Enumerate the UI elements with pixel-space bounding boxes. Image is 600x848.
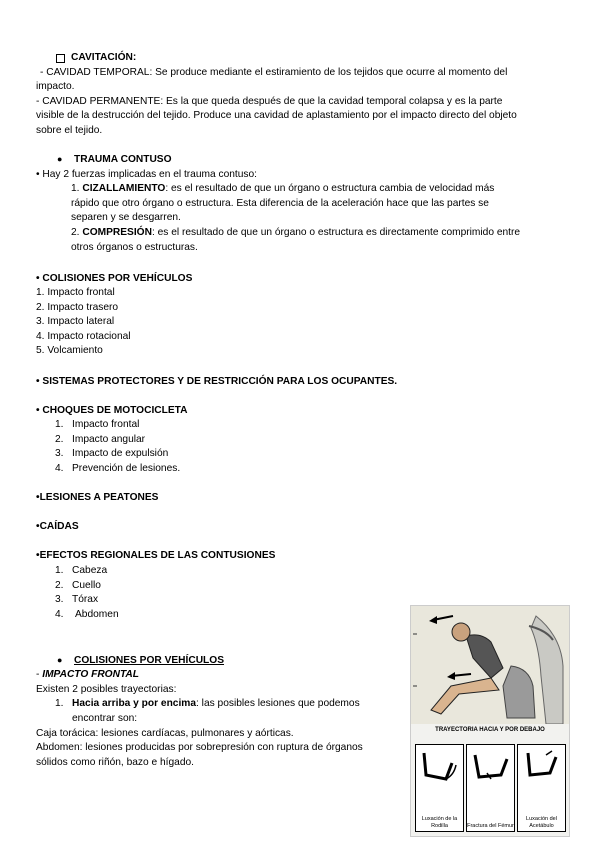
list-item: 4. Impacto rotacional xyxy=(36,331,131,342)
figure-caption: TRAYECTORIA HACIA Y POR DEBAJO xyxy=(435,727,545,733)
list-number: 1. xyxy=(55,419,64,430)
cavitacion-title: CAVITACIÓN: xyxy=(71,52,137,63)
abdomen-line-2: sólidos como riñón, bazo e hígado. xyxy=(36,757,195,768)
cavidad-permanente-line-2: visible de la destrucción del tejido. Produce una cavidad de aplastamiento por el impacto directo del objeto xyxy=(36,110,517,121)
colisiones2-title: COLISIONES POR VEHÍCULOS xyxy=(74,655,225,666)
list-item: Impacto angular xyxy=(72,434,146,445)
cizallamiento-term: CIZALLAMIENTO xyxy=(82,183,166,194)
caidas-title: •CAÍDAS xyxy=(36,521,79,532)
bullet-icon: ● xyxy=(57,154,63,164)
trayectoria-item-line-2: encontrar son: xyxy=(72,713,138,724)
trayectoria-item: Hacia arriba y por encima: las posibles lesiones que podemos xyxy=(72,698,360,709)
list-item: Cuello xyxy=(72,580,101,591)
cavidad-permanente-line: - CAVIDAD PERMANENTE: Es la que queda después de que la cavidad temporal colapsa y es la parte xyxy=(36,96,503,107)
list-item: Impacto de expulsión xyxy=(72,448,169,459)
abdomen-line: Abdomen: lesiones producidas por sobrepresión con ruptura de órganos xyxy=(36,742,363,753)
car-occupant-illustration xyxy=(411,606,569,724)
panel-rodilla xyxy=(415,744,464,832)
list-item: 2. Impacto trasero xyxy=(36,302,119,313)
list-number: 2. xyxy=(55,434,64,445)
list-number: 2. xyxy=(55,580,64,591)
trajectory-figure xyxy=(410,605,570,837)
impacto-frontal-subtitle: - IMPACTO FRONTAL xyxy=(36,669,140,680)
list-item: 1. Impacto frontal xyxy=(36,287,115,298)
peatones-title: •LESIONES A PEATONES xyxy=(36,492,159,503)
compresion-line: 2. COMPRESIÓN: es el resultado de que un órgano o estructura es directamente comprimido entre xyxy=(71,227,521,238)
bullet-icon: ● xyxy=(57,655,63,665)
panel-label: Luxación de la Rodilla xyxy=(421,816,458,829)
list-item: Impacto frontal xyxy=(72,419,140,430)
caja-toracica-line: Caja torácica: lesiones cardíacas, pulmonares y aórticas. xyxy=(36,728,294,739)
list-item: Tórax xyxy=(72,594,99,605)
trauma-intro: • Hay 2 fuerzas implicadas en el trauma contuso: xyxy=(36,169,258,180)
femur-icon xyxy=(467,745,514,805)
panel-label: Luxación del Acetábulo xyxy=(526,816,557,829)
list-number: 1. xyxy=(55,565,64,576)
panel-label: Fractura del Fémur xyxy=(467,822,514,829)
hip-icon xyxy=(518,745,565,805)
cizallamiento-line: 1. CIZALLAMIENTO: es el resultado de que un órgano o estructura cambia de velocidad más xyxy=(71,183,495,194)
compresion-line-2: otros órganos o estructuras. xyxy=(71,242,198,253)
cavidad-temporal-line-2: impacto. xyxy=(36,81,75,92)
panel-femur xyxy=(466,744,515,832)
trayectorias-intro: Existen 2 posibles trayectorias: xyxy=(36,684,177,695)
cizallamiento-line-3: separen y se desgarren. xyxy=(71,212,181,223)
compresion-term: COMPRESIÓN xyxy=(82,227,152,238)
knee-icon xyxy=(416,745,463,805)
crash-illustration xyxy=(411,606,569,724)
trauma-title: TRAUMA CONTUSO xyxy=(74,154,172,165)
list-item: Prevención de lesiones. xyxy=(72,463,181,474)
moto-title: • CHOQUES DE MOTOCICLETA xyxy=(36,405,188,416)
colisiones-title: • COLISIONES POR VEHÍCULOS xyxy=(36,273,193,284)
cizallamiento-line-2: rápido que otro órgano o estructura. Esta diferencia de la aceleración hace que las partes se xyxy=(71,198,489,209)
list-number: 1. xyxy=(55,698,64,709)
list-number: 3. xyxy=(55,448,64,459)
list-number: 4. xyxy=(55,609,64,620)
cavidad-temporal-line: - CAVIDAD TEMPORAL: Se produce mediante el estiramiento de los tejidos que ocurre al momento del xyxy=(40,67,508,78)
panel-acetabulo xyxy=(517,744,566,832)
list-number: 3. xyxy=(55,594,64,605)
sistemas-title: • SISTEMAS PROTECTORES Y DE RESTRICCIÓN PARA LOS OCUPANTES. xyxy=(36,376,398,387)
list-number: 4. xyxy=(55,463,64,474)
checkbox-icon xyxy=(56,54,65,63)
list-item: 3. Impacto lateral xyxy=(36,316,115,327)
efectos-title: •EFECTOS REGIONALES DE LAS CONTUSIONES xyxy=(36,550,276,561)
list-item: Cabeza xyxy=(72,565,108,576)
list-item: 5. Volcamiento xyxy=(36,345,103,356)
cavidad-permanente-line-3: sobre el tejido. xyxy=(36,125,103,136)
list-item: Abdomen xyxy=(75,609,119,620)
